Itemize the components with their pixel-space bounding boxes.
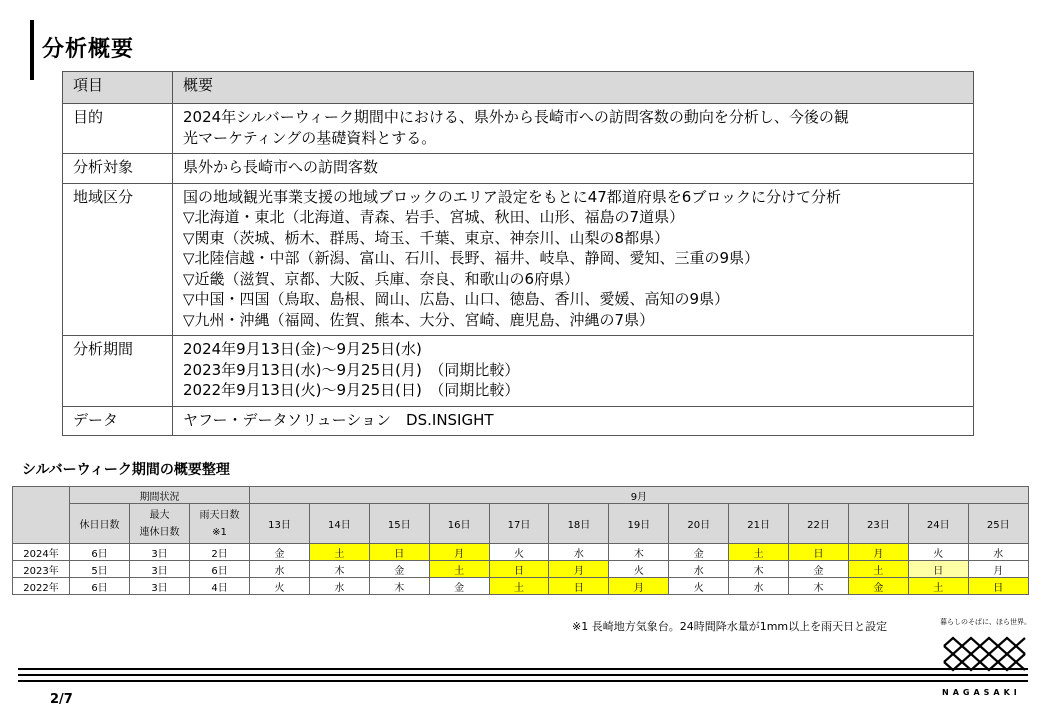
overview-row-purpose: [63, 104, 974, 154]
holidays-cell: 6日: [70, 544, 130, 561]
overview-line: ▽近畿（滋賀、京都、大阪、兵庫、奈良、和歌山の6府県）: [183, 269, 580, 288]
rain-footnote: ※1 長崎地方気象台。24時間降水量が1mm以上を雨天日と設定: [572, 620, 888, 633]
weekday-cell: 日: [549, 578, 609, 595]
month-header: 9月: [250, 487, 1029, 504]
max-consecutive-header-text: 最大 連休日数: [139, 509, 180, 538]
weekday-cell: 土: [848, 561, 908, 578]
weekday-cell: 金: [250, 544, 310, 561]
day-header: 23日: [848, 504, 908, 544]
holidays-header: 休日日数: [70, 504, 130, 544]
overview-key: データ: [63, 406, 173, 436]
weekday-cell: 金: [848, 578, 908, 595]
weekday-cell: 土: [729, 544, 789, 561]
weekday-cell: 月: [848, 544, 908, 561]
weekday-cell: 水: [309, 578, 369, 595]
overview-line: 2023年9月13日(水)～9月25日(月) （同期比較）: [183, 360, 520, 379]
weekday-cell: 水: [729, 578, 789, 595]
overview-key: 地域区分: [63, 183, 173, 336]
day-header: 25日: [968, 504, 1028, 544]
overview-line: 県外から長崎市への訪問客数: [183, 158, 379, 176]
day-header: 24日: [908, 504, 968, 544]
overview-key: 分析期間: [63, 336, 173, 407]
overview-line: ▽中国・四国（鳥取、島根、岡山、広島、山口、徳島、香川、愛媛、高知の9県）: [183, 290, 730, 308]
weekday-cell: 水: [250, 561, 310, 578]
day-header: 19日: [609, 504, 669, 544]
overview-line: 光マーケティングの基礎資料とする。: [183, 128, 437, 147]
silver-week-column-header-row: [13, 504, 1029, 544]
overview-line: ▽九州・沖縄（福岡、佐賀、熊本、大分、宮崎、鹿児島、沖縄の7県）: [183, 310, 655, 329]
weekday-cell: 火: [908, 544, 968, 561]
overview-line: ヤフー・データソリューション DS.INSIGHT: [183, 410, 494, 429]
overview-row-regions: [63, 183, 974, 336]
silver-week-group-header-row: [13, 487, 1029, 504]
rainy-days-header-text: 雨天日数 ※1: [199, 509, 240, 538]
rainy-days-cell: 6日: [190, 561, 250, 578]
max-consecutive-cell: 3日: [130, 578, 190, 595]
overview-line: 2022年9月13日(火)～9月25日(日) （同期比較）: [183, 381, 520, 399]
weekday-cell: 日: [908, 561, 968, 578]
weekday-cell: 水: [968, 544, 1028, 561]
overview-row-data: [63, 406, 974, 436]
weekday-cell: 月: [968, 561, 1028, 578]
max-consecutive-cell: 3日: [130, 544, 190, 561]
overview-value: [173, 183, 974, 336]
weekday-cell: 月: [609, 578, 669, 595]
footer-rule-2: [18, 674, 1028, 676]
weekday-cell: 火: [250, 578, 310, 595]
weekday-cell: 土: [309, 544, 369, 561]
day-header: 18日: [549, 504, 609, 544]
weekday-cell: 土: [429, 561, 489, 578]
year-row: [13, 578, 1029, 595]
year-cell: 2024年: [13, 544, 70, 561]
overview-row-target: [63, 154, 974, 184]
weekday-cell: 金: [369, 561, 429, 578]
year-cell: 2023年: [13, 561, 70, 578]
day-header: 15日: [369, 504, 429, 544]
rainy-days-header: [190, 504, 250, 544]
weekday-cell: 月: [429, 544, 489, 561]
weekday-cell: 金: [429, 578, 489, 595]
weekday-cell: 木: [729, 561, 789, 578]
weekday-cell: 火: [669, 578, 729, 595]
weekday-cell: 日: [489, 561, 549, 578]
weekday-cell: 土: [489, 578, 549, 595]
footer-rule-1: [18, 668, 1028, 670]
weekday-cell: 水: [669, 561, 729, 578]
overview-key: 目的: [63, 104, 173, 154]
nagasaki-logo-icon: [940, 616, 1030, 696]
day-header: 17日: [489, 504, 549, 544]
title-accent-bar: [30, 20, 34, 80]
overview-value: [173, 104, 974, 154]
weekday-cell: 日: [369, 544, 429, 561]
weekday-cell: 金: [669, 544, 729, 561]
weekday-cell: 木: [609, 544, 669, 561]
period-status-header: 期間状況: [70, 487, 250, 504]
overview-line: 2024年9月13日(金)～9月25日(水): [183, 340, 422, 358]
overview-header-item: 項目: [63, 72, 173, 104]
weekday-cell: 火: [609, 561, 669, 578]
weekday-cell: 月: [549, 561, 609, 578]
day-header: 16日: [429, 504, 489, 544]
rainy-days-cell: 2日: [190, 544, 250, 561]
weekday-cell: 日: [789, 544, 849, 561]
day-header: 14日: [309, 504, 369, 544]
weekday-cell: 日: [968, 578, 1028, 595]
silver-week-title: シルバーウィーク期間の概要整理: [22, 462, 230, 478]
weekday-cell: 水: [549, 544, 609, 561]
year-row: [13, 561, 1029, 578]
overview-row-period: [63, 336, 974, 407]
weekday-cell: 金: [789, 561, 849, 578]
weekday-cell: 木: [789, 578, 849, 595]
year-cell: 2022年: [13, 578, 70, 595]
overview-header-row: [63, 72, 974, 104]
overview-line: ▽北陸信越・中部（新潟、富山、石川、長野、福井、岐阜、静岡、愛知、三重の9県）: [183, 249, 760, 267]
overview-line: 国の地域観光事業支援の地域ブロックのエリア設定をもとに47都道府県を6ブロックに分けて分析: [183, 187, 842, 206]
page-title: 分析概要: [42, 37, 135, 62]
day-header: 21日: [729, 504, 789, 544]
rainy-days-cell: 4日: [190, 578, 250, 595]
overview-value: [173, 406, 974, 436]
silver-week-table: [12, 486, 1029, 595]
page-number: 2/7: [50, 692, 73, 707]
overview-line: ▽北海道・東北（北海道、青森、岩手、宮城、秋田、山形、福島の7道県）: [183, 208, 685, 226]
weekday-cell: 土: [908, 578, 968, 595]
year-row: [13, 544, 1029, 561]
holidays-cell: 6日: [70, 578, 130, 595]
max-consecutive-cell: 3日: [130, 561, 190, 578]
max-consecutive-header: [130, 504, 190, 544]
day-header: 22日: [789, 504, 849, 544]
silver-week-body: [13, 544, 1029, 595]
overview-table: [62, 71, 974, 436]
logo-wordmark: NAGASAKI: [942, 688, 1021, 697]
overview-header-summary: 概要: [173, 72, 974, 104]
day-header: 13日: [250, 504, 310, 544]
overview-line: ▽関東（茨城、栃木、群馬、埼玉、千葉、東京、神奈川、山梨の8都県）: [183, 228, 670, 247]
overview-value: [173, 154, 974, 184]
weekday-cell: 木: [309, 561, 369, 578]
logo-tagline: 暮らしのそばに、ほら世界。: [940, 618, 1031, 626]
holidays-cell: 5日: [70, 561, 130, 578]
overview-key: 分析対象: [63, 154, 173, 184]
year-header-cell: [13, 487, 70, 544]
weekday-cell: 木: [369, 578, 429, 595]
overview-line: 2024年シルバーウィーク期間中における、県外から長崎市への訪問客数の動向を分析し、今後の観: [183, 108, 849, 126]
day-header: 20日: [669, 504, 729, 544]
weekday-cell: 火: [489, 544, 549, 561]
overview-value: [173, 336, 974, 407]
footer-rule-3: [18, 680, 1028, 682]
